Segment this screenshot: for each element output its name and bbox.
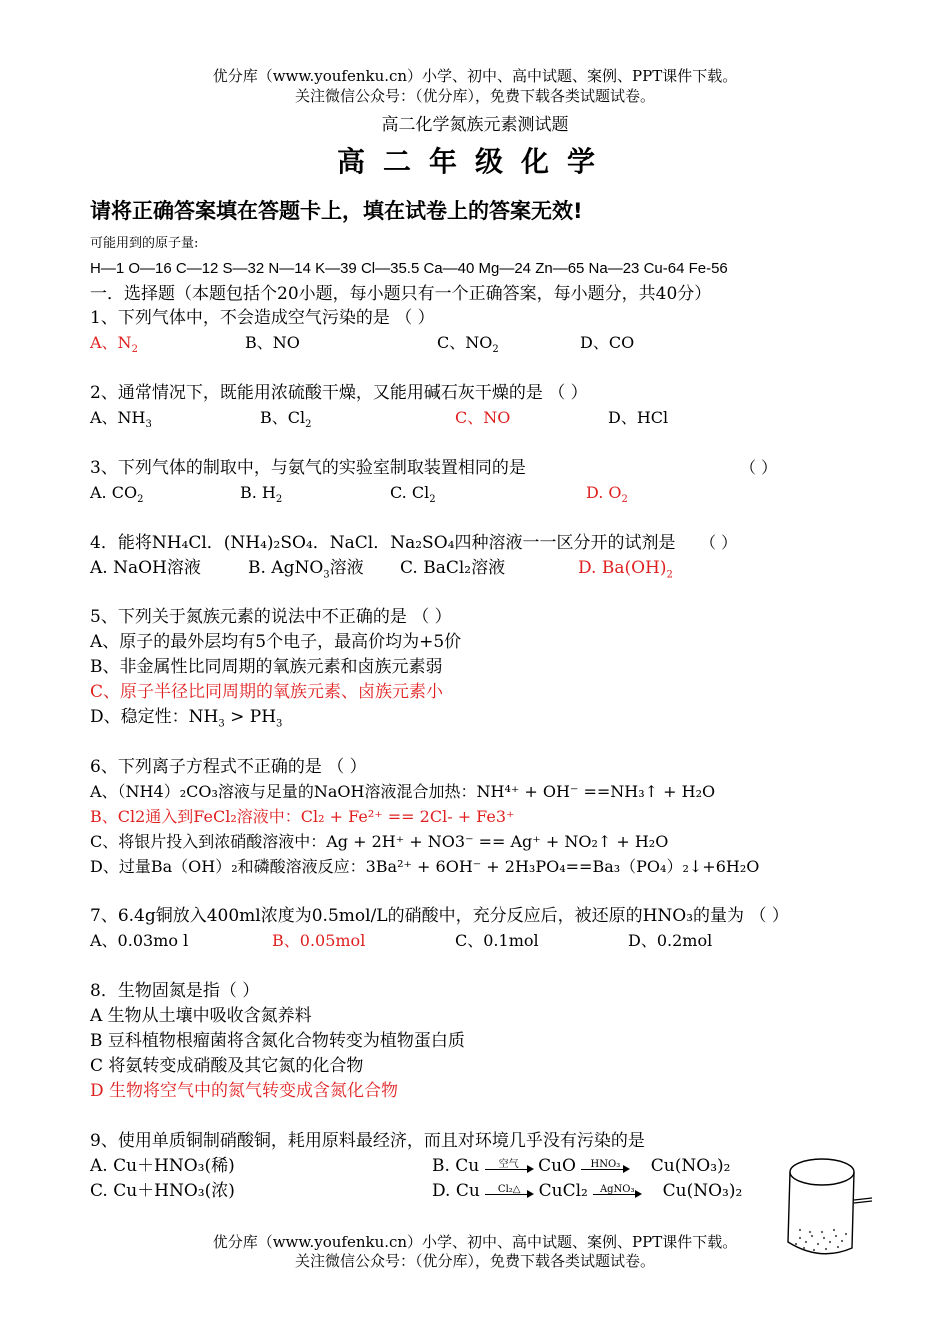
question-4-option-a: A. NaOH溶液 — [90, 558, 201, 578]
question-3-option-c: C. $Cl_2$ — [390, 483, 436, 506]
question-5-stem: 5、下列关于氮族元素的说法中不正确的是 （ ） — [90, 607, 452, 627]
question-2-option-a: A、$NH_3$ — [90, 408, 152, 431]
question-1-option-d: D、CO — [580, 333, 635, 352]
question-1-option-a: A、$N_2$ — [90, 333, 138, 356]
question-4-option-b: B. AgNO$_3$溶液 — [248, 558, 364, 581]
question-6-option-c: C、将银片投入到浓硝酸溶液中：Ag + 2H⁺ + NO3⁻ == Ag⁺ + NO₂↑ + H₂O — [90, 832, 669, 851]
reaction-arrow: AgNO₃ — [593, 1183, 641, 1201]
question-1-stem: 1、下列气体中，不会造成空气污染的是 （ ） — [90, 308, 435, 328]
question-5-option-c: C、原子半径比同周期的氧族元素、卤族元素小 — [90, 682, 444, 702]
question-4-answer-paren: （ ） — [700, 533, 738, 552]
footer-line-1: 优分库（www.youfenku.cn）小学、初中、高中试题、案例、PPT课件下载。 — [212, 1233, 738, 1251]
question-8-option-a: A 生物从土壤中吸收含氮养料 — [90, 1006, 312, 1026]
question-7-stem: 7、6.4g铜放入400ml浓度为0.5mol/L的硝酸中，充分反应后，被还原的HNO₃的量为 （ ） — [90, 906, 789, 926]
question-9-option-b: B. Cu 空气 CuO HNO₃ Cu(NO₃)₂ — [432, 1156, 731, 1176]
atomic-mass-label: 可能用到的原子量: — [90, 236, 199, 251]
atomic-mass-values: H—1 O—16 C—12 S—32 N—14 K—39 Cl—35.5 Ca—40 Mg—24 Zn—65 Na—23 Cu-64 Fe-56 — [90, 260, 728, 277]
question-7-option-c: C、0.1mol — [455, 931, 539, 950]
question-3-option-b: B. $H_2$ — [240, 483, 283, 506]
question-3-stem: 3、下列气体的制取中，与氨气的实验室制取装置相同的是 — [90, 458, 526, 478]
question-7-option-d: D、0.2mol — [628, 931, 713, 950]
question-3-option-a: A. $CO_2$ — [90, 483, 144, 506]
question-6-option-d: D、过量Ba（OH）₂和磷酸溶液反应：3Ba²⁺ + 6OH⁻ + 2H₃PO₄==Ba₃（PO₄）₂↓+6H₂O — [90, 857, 760, 876]
question-3-option-d: D. $O_2$ — [586, 483, 628, 506]
reaction-arrow: 空气 — [485, 1158, 533, 1176]
question-5-option-d: D、稳定性：$NH_3 > PH_3$ — [90, 707, 283, 730]
question-4-stem: 4．能将NH₄Cl．(NH₄)₂SO₄．NaCl．Na₂SO₄四种溶液一一区分开的试剂是 — [90, 533, 676, 553]
question-2-option-b: B、$Cl_2$ — [260, 408, 312, 431]
question-6-option-a: A、（NH4）₂CO₃溶液与足量的NaOH溶液混合加热：NH⁴⁺ + OH⁻ ==NH₃↑ + H₂O — [90, 782, 716, 801]
question-2-stem: 2、通常情况下，既能用浓硫酸干燥，又能用碱石灰干燥的是 （ ） — [90, 383, 588, 403]
question-3-answer-paren: （ ） — [740, 458, 778, 477]
section-heading: 一．选择题（本题包括个20小题，每小题只有一个正确答案，每小题分，共40分） — [90, 284, 712, 304]
question-8-option-c: C 将氨转变成硝酸及其它氮的化合物 — [90, 1056, 364, 1076]
question-7-option-a: A、0.03mo l — [90, 931, 189, 950]
question-8-stem: 8．生物固氮是指（ ） — [90, 981, 260, 1001]
question-4-option-d: D. $Ba(OH)_2$ — [578, 558, 673, 581]
question-8-option-b: B 豆科植物根瘤菌将含氮化合物转变为植物蛋白质 — [90, 1031, 465, 1051]
question-9-option-a: A. Cu＋HNO₃(稀) — [90, 1156, 235, 1176]
question-5-option-a: A、原子的最外层均有5个电子，最高价均为+5价 — [90, 632, 462, 652]
answer-notice: 请将正确答案填在答题卡上，填在试卷上的答案无效! — [90, 199, 583, 223]
reaction-arrow: Cl₂△ — [485, 1183, 533, 1201]
question-6-stem: 6、下列离子方程式不正确的是 （ ） — [90, 757, 367, 777]
question-4-option-c: C. BaCl₂溶液 — [400, 558, 506, 578]
question-2-option-c: C、NO — [455, 408, 511, 427]
reaction-arrow: HNO₃ — [581, 1158, 629, 1176]
question-8-option-d: D 生物将空气中的氮气转变成含氮化合物 — [90, 1081, 399, 1101]
question-9-stem: 9、使用单质铜制硝酸铜，耗用原料最经济，而且对环境几乎没有污染的是 — [90, 1131, 645, 1151]
footer-line-2: 关注微信公众号：（优分库），免费下载各类试题试卷。 — [294, 1252, 655, 1270]
question-6-option-b: B、Cl2通入到FeCl₂溶液中：Cl₂ + Fe²⁺ == 2Cl- + Fe3⁺ — [90, 807, 515, 826]
question-9-option-d: D. Cu Cl₂△ CuCl₂ AgNO₃ Cu(NO₃)₂ — [432, 1181, 743, 1201]
question-1-option-c: C、$NO_2$ — [437, 333, 499, 356]
header-line-1: 优分库（www.youfenku.cn）小学、初中、高中试题、案例、PPT课件下载。 — [212, 67, 738, 85]
subtitle: 高二化学氮族元素测试题 — [381, 115, 569, 135]
question-7-option-b: B、0.05mol — [272, 931, 366, 950]
question-5-option-b: B、非金属性比同周期的氧族元素和卤族元素弱 — [90, 657, 443, 677]
page-title: 高二年级化学 — [336, 145, 613, 178]
question-9-option-c: C. Cu＋HNO₃(浓) — [90, 1181, 235, 1201]
header-line-2: 关注微信公众号：（优分库），免费下载各类试题试卷。 — [294, 87, 655, 105]
question-2-option-d: D、HCl — [608, 408, 669, 427]
question-1-option-b: B、NO — [245, 333, 300, 352]
